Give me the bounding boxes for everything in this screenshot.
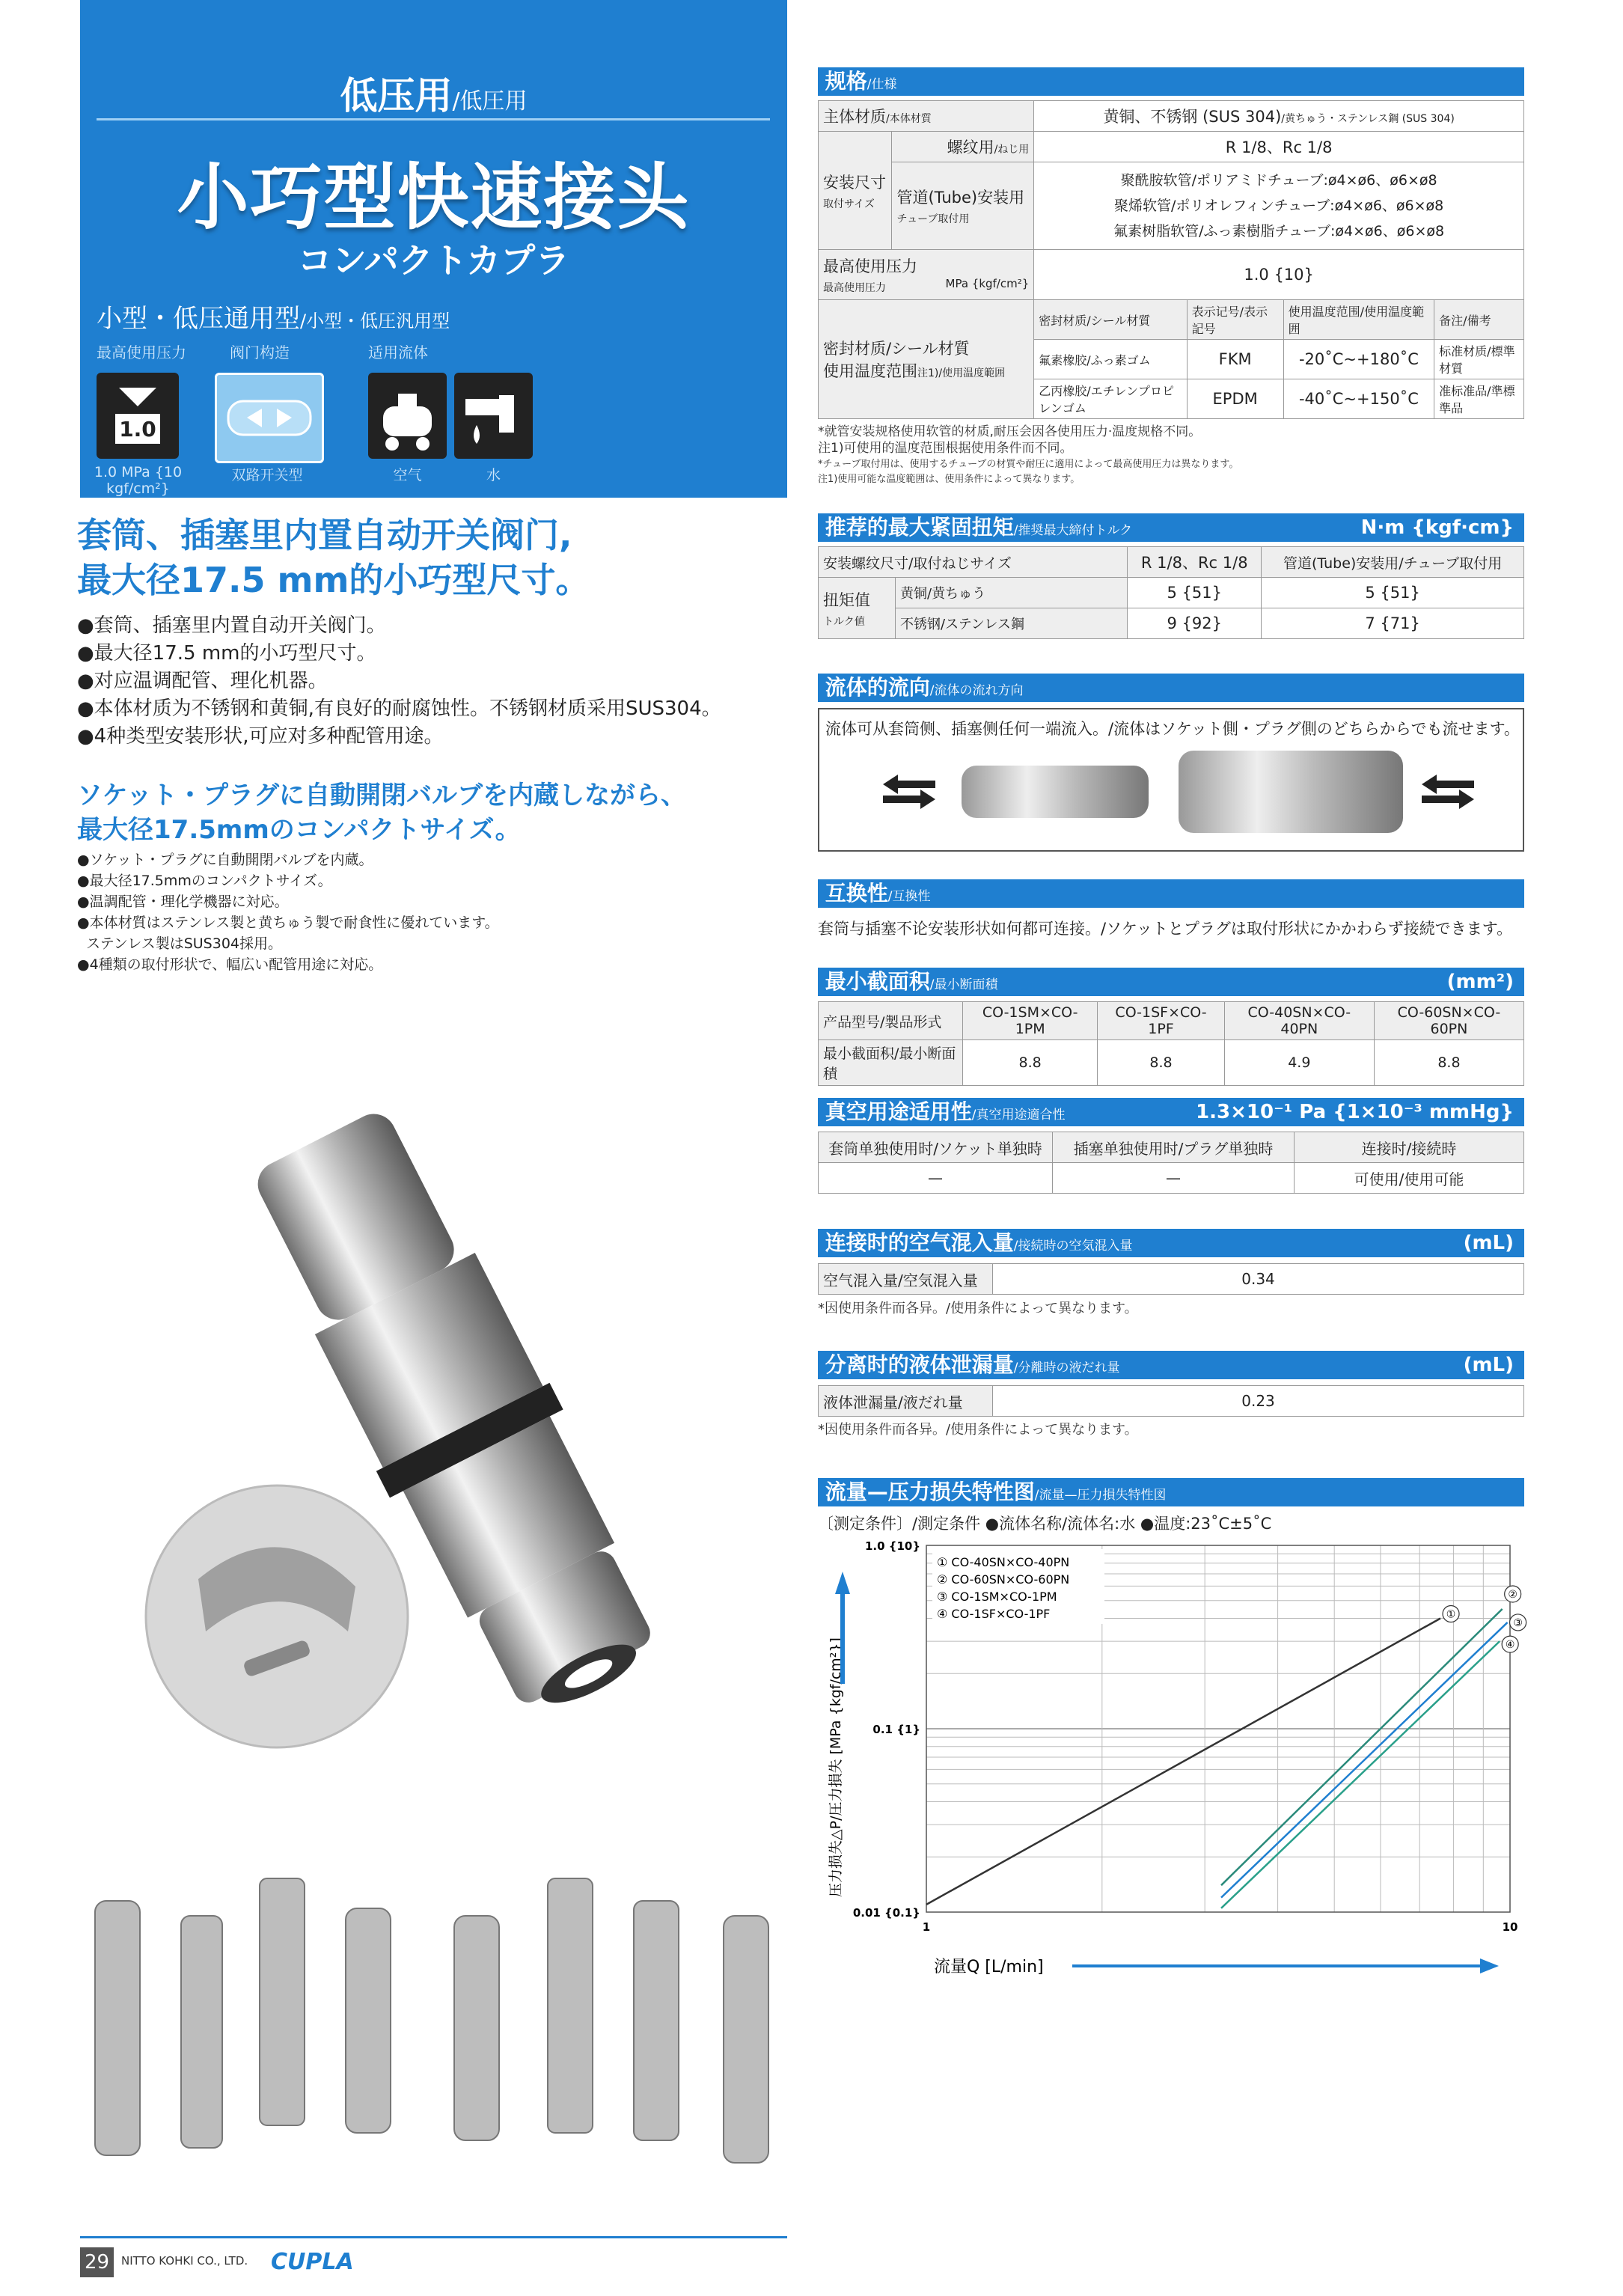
bidirectional-arrow-icon	[879, 773, 939, 813]
legend-entry-2: ② CO-60SN×CO-60PN	[937, 1572, 1070, 1587]
divider	[97, 118, 770, 120]
product-subtitle: 小型・低压通用型/小型・低圧汎用型	[97, 304, 450, 334]
air-mix-table: 空气混入量/空気混入量 0.34	[818, 1263, 1524, 1295]
section-interchange-header: 互换性/互換性	[818, 879, 1524, 908]
bidirectional-arrow-icon	[1418, 773, 1478, 813]
series-marker-label-4: ④	[1505, 1639, 1515, 1652]
section-flow-chart-header: 流量—压力损失特性图/流量—圧力損失特性図	[818, 1478, 1524, 1506]
bullet-cn-5: ●4种类型安装形状,可应对多种配管用途。	[77, 725, 444, 748]
product-title: 小巧型快速接头	[177, 156, 691, 239]
max-pressure-value: 1.0 MPa {10 kgf/cm²}	[94, 464, 183, 497]
min-area-table: 产品型号/製品形式 CO-1SM×CO-1PM CO-1SF×CO-1PF CO-40SN×CO-40PN CO-60SN×CO-60PN 最小截面积/最小断面積 8.8 8.8 4.9 8.8	[818, 1001, 1524, 1086]
series-line-4	[1221, 1641, 1500, 1908]
chart-svg	[818, 1534, 1536, 1998]
air-compressor-icon	[368, 373, 447, 459]
fluid-water-value: 水	[486, 467, 501, 483]
bullet-cn-2: ●最大径17.5 mm的小巧型尺寸。	[77, 642, 376, 665]
company-name: NITTO KOHKI CO., LTD.	[121, 2254, 248, 2268]
section-spill-header: 分离时的液体泄漏量/分離時の液だれ量 (mL)	[818, 1351, 1524, 1379]
bullet-jp-1: ●ソケット・プラグに自動開閉バルブを内蔵。	[77, 852, 373, 868]
x-tick-label: 1	[922, 1920, 931, 1934]
legend-entry-3: ③ CO-1SM×CO-1PM	[937, 1590, 1057, 1604]
section-spec-header: 规格/仕様	[818, 67, 1524, 96]
flow-pressure-chart	[818, 1534, 1536, 1998]
interchange-text: 套筒与插塞不论安装形状如何都可连接。/ソケットとプラグは取付形状にかかわらず接続できます。	[818, 920, 1513, 938]
water-tap-icon	[454, 373, 533, 459]
flow-direction-text: 流体可从套筒侧、插塞侧任何一端流入。/流体はソケット側・プラグ側のどちらからでも流せます。	[825, 720, 1520, 738]
legend-entry-1: ① CO-40SN×CO-40PN	[937, 1555, 1070, 1569]
series-line-3	[1221, 1622, 1508, 1898]
footer-line	[80, 2236, 787, 2238]
bullet-jp-5: ●4種類の取付形状で、幅広い配管用途に対応。	[77, 956, 383, 973]
bullet-jp-3: ●温調配管・理化学機器に対応。	[77, 894, 289, 910]
section-air-mix-header: 连接时的空气混入量/接続時の空気混入量 (mL)	[818, 1229, 1524, 1257]
bullet-cn-1: ●套筒、插塞里内置自动开关阀门。	[77, 614, 386, 637]
product-title-jp: コンパクトカプラ	[297, 240, 570, 281]
x-axis-arrow-icon	[1072, 1958, 1499, 1973]
svg-text:1.0: 1.0	[119, 417, 156, 442]
max-pressure-label: 最高使用压力	[97, 344, 186, 361]
bullet-jp-4: ●本体材質はステンレス製と黄ちゅう製で耐食性に優れています。	[77, 915, 499, 931]
section-vacuum-header: 真空用途适用性/真空用途適合性 1.3×10⁻¹ Pa {1×10⁻³ mmHg}	[818, 1098, 1524, 1126]
bullet-jp-2: ●最大径17.5mmのコンパクトサイズ。	[77, 873, 332, 889]
spill-table: 液体泄漏量/液だれ量 0.23	[818, 1385, 1524, 1417]
spec-table: 主体材质/本体材質 黄铜、不锈钢 (SUS 304)/黄ちゅう・ステンレス鋼 (SUS 304) 安装尺寸 取付サイズ 螺纹用/ねじ用 R 1/8、Rc 1/8 管道(Tube)安装用 チューブ取付用 聚酰胺软管/ポリアミドチューブ:ø4×ø6、ø6×ø8 聚烯软管/ポリオレフィンチューブ:ø4×ø6、ø6×ø8 氟素树脂软管/ふっ素樹脂チューブ:ø4×ø6、ø6×ø8 最高使用压力 最高使用圧力 MPa {kgf/cm²} 1.0 {10} 密封材质/シール材質 使用温度范围注1)/使用温度範囲 密封材质/シール材質 表示记号/表示記号 使用温度范围/使用温度範囲 备注/備考 氟素橡胶/ふっ素ゴム FKM -20˚C~+180˚C 标准材质/標準材質 乙丙橡胶/エチレンプロピレンゴム EPDM -40˚C~+150˚C 准标准品/準標準品	[818, 100, 1524, 419]
fluid-label: 适用流体	[368, 344, 428, 361]
spec-note-3: *チューブ取付用は、使用するチューブの材質や耐圧に適用によって最高使用圧力は異なります。	[818, 459, 1239, 470]
page-number: 29	[80, 2247, 114, 2277]
spec-note-1: *就管安装规格使用软管的材质,耐压会因各使用压力·温度规格不同。	[818, 424, 1202, 439]
section-min-area-header: 最小截面积/最小断面積 (mm²)	[818, 968, 1524, 996]
valve-structure-label: 阀门构造	[230, 344, 290, 361]
valve-type-value: 双路开关型	[231, 467, 303, 483]
spill-note: *因使用条件而各异。/使用条件によって異なります。	[818, 1422, 1138, 1438]
series-marker-label-2: ②	[1508, 1588, 1517, 1601]
torque-table: 安装螺纹尺寸/取付ねじサイズ R 1/8、Rc 1/8 管道(Tube)安装用/チューブ取付用 扭矩值 トルク値 黄铜/黄ちゅう 5 {51} 5 {51} 不锈钢/ステンレス鋼 9 {92} 7 {71}	[818, 546, 1524, 639]
spec-note-2: 注1)可使用的温度范围根据使用条件而不同。	[818, 441, 1073, 456]
two-way-valve-icon	[215, 373, 324, 463]
y-tick-label: 1.0 {10}	[864, 1539, 920, 1553]
headline: 套筒、插塞里内置自动开关阀门, 最大径17.5 mm的小巧型尺寸。	[77, 515, 590, 600]
vacuum-table: 套筒单独使用时/ソケット単独時 插塞单独使用时/プラグ単独時 连接时/接続時 — — 可使用/使用可能	[818, 1132, 1524, 1194]
series-marker-label-3: ③	[1513, 1616, 1523, 1629]
flow-direction-box	[818, 708, 1524, 852]
spec-note-4: 注1)使用可能な温度範囲は、使用条件によって異なります。	[818, 474, 1081, 485]
bullet-jp-4b: ステンレス製はSUS304採用。	[77, 935, 282, 952]
series-line-2	[1221, 1609, 1503, 1885]
section-torque-header: 推荐的最大紧固扭矩/推奨最大締付トルク N·m {kgf·cm}	[818, 513, 1524, 542]
plug-photo	[962, 766, 1149, 818]
product-lineup-photo	[80, 1856, 787, 2178]
measure-conditions: 〔测定条件〕/測定条件 ●流体名称/流体名:水 ●温度:23˚C±5˚C	[818, 1515, 1272, 1533]
fluid-air-value: 空气	[393, 467, 422, 483]
section-flow-direction-header: 流体的流向/流体の流れ方向	[818, 674, 1524, 702]
jp-headline-1: ソケット・プラグに自動開閉バルブを内蔵しながら、	[77, 781, 686, 810]
y-tick-label: 0.1 {1}	[872, 1723, 920, 1736]
x-tick-label: 10	[1502, 1920, 1518, 1934]
usage-title: 低压用/低圧用	[340, 74, 528, 117]
hero-banner	[80, 0, 787, 498]
brand-logo: CUPLA	[271, 2249, 354, 2275]
legend-entry-4: ④ CO-1SF×CO-1PF	[937, 1607, 1051, 1621]
coupling-main-photo	[131, 1093, 774, 1841]
air-mix-note: *因使用条件而各异。/使用条件によって異なります。	[818, 1301, 1138, 1316]
jp-headline-2: 最大径17.5mmのコンパクトサイズ。	[77, 815, 521, 845]
pressure-gauge-icon	[97, 373, 179, 459]
bullet-cn-4: ●本体材质为不锈钢和黄铜,有良好的耐腐蚀性。不锈钢材质采用SUS304。	[77, 697, 721, 720]
y-tick-label: 0.01 {0.1}	[852, 1906, 920, 1920]
y-axis-label: 压力损失△P/圧力損失 [MPa {kgf/cm²}]	[828, 1637, 844, 1897]
series-marker-label-1: ①	[1446, 1608, 1456, 1621]
bullet-cn-3: ●对应温调配管、理化机器。	[77, 670, 328, 692]
socket-photo	[1179, 751, 1403, 833]
x-axis-label: 流量Q [L/min]	[934, 1958, 1044, 1976]
